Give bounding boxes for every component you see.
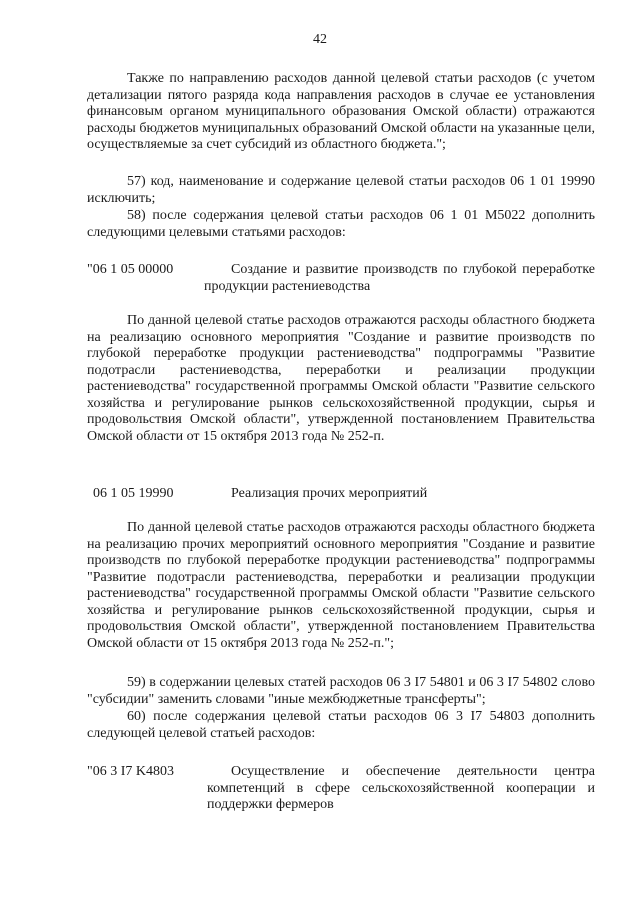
paragraph-also-direction bbox=[87, 71, 595, 154]
article-name: Создание и развитие производств по глубокой переработке продукции растениеводства bbox=[204, 262, 595, 294]
paragraph-item-57 bbox=[87, 174, 595, 207]
paragraph-article-description bbox=[87, 313, 595, 445]
paragraph-article-description bbox=[87, 520, 595, 652]
paragraph-text: По данной целевой статье расходов отражаются расходы областного бюджета на реализацию основного мероприятия "Создание и развитие производств по глубокой переработке продукции растениеводства" подпрограммы "Развитие подотрасли растениеводства, переработки и реализации продукции растениеводства" государственной программы Омской области "Развитие сельского хозяйства и регулирование рынков сельскохозяйственной продукции, сырья и продовольствия Омской области", утвержденной постановлением Правительства Омской области от 15 октября 2013 года № 252-п. bbox=[87, 313, 595, 444]
paragraph-item-60 bbox=[87, 709, 595, 742]
article-code: 06 1 05 19990 bbox=[93, 486, 174, 501]
paragraph-item-58 bbox=[87, 208, 595, 241]
paragraph-text: По данной целевой статье расходов отражаются расходы областного бюджета на реализацию прочих мероприятий основного мероприятия "Создание и развитие производств по глубокой переработке продукции растениеводства" подпрограммы "Развитие подотрасли растениеводства, переработки и реализации продукции растениеводства" государственной программы Омской области "Развитие сельского хозяйства и регулирование рынков сельскохозяйственной продукции, сырья и продовольствия Омской области", утвержденной постановлением Правительства Омской области от 15 октября 2013 года № 252-п."; bbox=[87, 520, 595, 651]
paragraph-text: Также по направлению расходов данной целевой статьи расходов (с учетом детализации пятого разряда кода направления расходов в случае ее установления финансовым органом муниципального образования Омской области) отражаются расходы бюджетов муниципальных образований Омской области на указанные цели, осуществляемые за счет субсидий из областного бюджета."; bbox=[87, 71, 596, 152]
article-code: "06 3 I7 K4803 bbox=[87, 764, 174, 779]
page-number: 42 bbox=[313, 32, 327, 47]
target-article-row bbox=[87, 764, 595, 816]
paragraph-text: 58) после содержания целевой статьи расходов 06 1 01 M5022 дополнить следующими целевыми статьями расходов: bbox=[87, 208, 595, 240]
paragraph-item-59 bbox=[87, 675, 595, 708]
target-article-row bbox=[87, 262, 595, 296]
paragraph-text: 59) в содержании целевых статей расходов 06 3 I7 54801 и 06 3 I7 54802 слово "субсидии" заменить словами "иные межбюджетные трансферты"; bbox=[87, 675, 595, 707]
paragraph-text: 60) после содержания целевой статьи расходов 06 3 I7 54803 дополнить следующей целевой статьей расходов: bbox=[87, 709, 595, 741]
article-name: Осуществление и обеспечение деятельности центра компетенций в сфере сельскохозяйственной кооперации и поддержки фермеров bbox=[207, 764, 595, 812]
article-code: "06 1 05 00000 bbox=[87, 262, 174, 277]
paragraph-text: 57) код, наименование и содержание целевой статьи расходов 06 1 01 19990 исключить; bbox=[87, 174, 595, 206]
target-article-row bbox=[87, 486, 595, 504]
article-name: Реализация прочих мероприятий bbox=[231, 486, 428, 501]
